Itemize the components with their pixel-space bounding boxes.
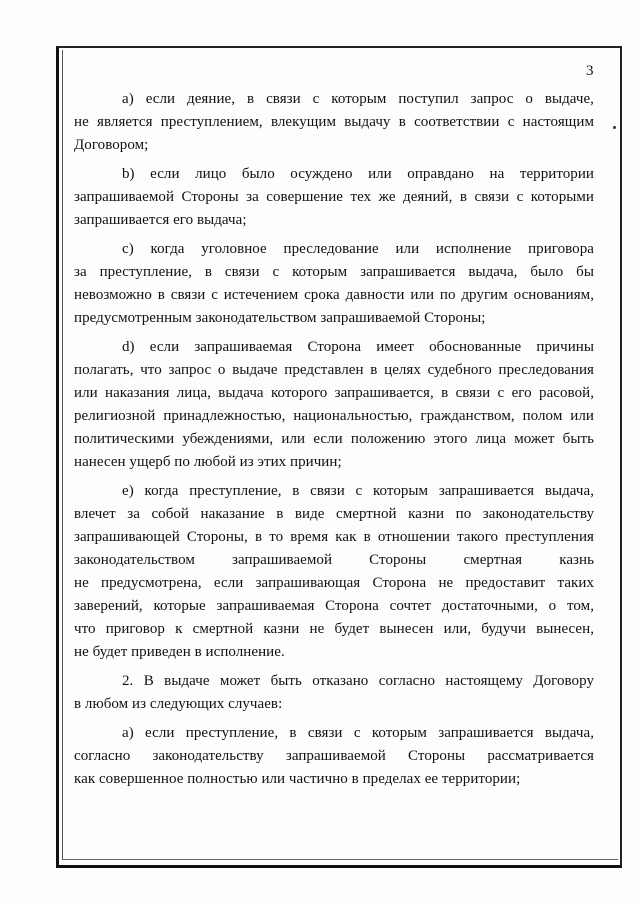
text-line: а) если деяние, в связи с которым поступил запрос о выдаче, [122, 91, 594, 107]
text-line: политическими убеждениями, или если положению этого лица может быть [74, 431, 594, 447]
text-line: согласно законодательству запрашиваемой Стороны рассматривается [74, 748, 594, 764]
paragraph [74, 88, 594, 157]
text-line: или наказания лица, выдача которого запрашивается, в связи с его расовой, [74, 385, 594, 401]
text-line: с) когда уголовное преследование или исполнение приговора [122, 241, 594, 257]
text-line: что приговор к смертной казни не будет вынесен или, будучи вынесен, [74, 621, 594, 637]
text-line: не будет приведен в исполнение. [74, 644, 285, 660]
text-line: запрашивается его выдача; [74, 212, 247, 228]
text-line: Договором; [74, 137, 149, 153]
text-line: законодательством запрашиваемой Стороны смертная казнь [74, 552, 594, 568]
paragraph [74, 336, 594, 474]
text-line: запрашиваемой Стороны за совершение тех же деяний, в связи с которыми [74, 189, 594, 205]
text-line: предусмотренным законодательством запрашиваемой Стороны; [74, 310, 486, 326]
text-line: заверений, которые запрашиваемая Сторона сочтет достаточными, о том, [74, 598, 594, 614]
page-number: 3 [586, 63, 594, 79]
text-line: d) если запрашиваемая Сторона имеет обоснованные причины [122, 339, 594, 355]
text-line: религиозной принадлежностью, национальностью, гражданством, полом или [74, 408, 594, 424]
text-line: полагать, что запрос о выдаче представлен в целях судебного преследования [74, 362, 594, 378]
text-line: в любом из следующих случаев: [74, 696, 283, 712]
paragraph [74, 722, 594, 791]
text-line: е) когда преступление, в связи с которым запрашивается выдача, [122, 483, 594, 499]
document-body [74, 88, 594, 791]
text-line: как совершенное полностью или частично в пределах ее территории; [74, 771, 521, 787]
text-line: нанесен ущерб по любой из этих причин; [74, 454, 342, 470]
text-line: невозможно в связи с истечением срока давности или по другим основаниям, [74, 287, 594, 303]
scan-artifact [613, 126, 616, 129]
paragraph [74, 163, 594, 232]
text-line: за преступление, в связи с которым запрашивается выдача, было бы [74, 264, 594, 280]
text-line: не предусмотрена, если запрашивающая Сторона не предоставит таких [74, 575, 594, 591]
text-line: а) если преступление, в связи с которым запрашивается выдача, [122, 725, 594, 741]
text-line: 2. В выдаче может быть отказано согласно настоящему Договору [122, 673, 594, 689]
paragraph [74, 670, 594, 716]
page-border-inner-bottom [62, 859, 618, 860]
text-line: запрашивающей Стороны, в то время как в отношении такого преступления [74, 529, 594, 545]
paragraph [74, 238, 594, 330]
text-line: b) если лицо было осуждено или оправдано на территории [122, 166, 594, 182]
text-line: влечет за собой наказание в виде смертной казни по законодательству [74, 506, 594, 522]
text-line: не является преступлением, влекущим выдачу в соответствии с настоящим [74, 114, 594, 130]
paragraph [74, 480, 594, 664]
page-border-inner-left [62, 50, 63, 860]
